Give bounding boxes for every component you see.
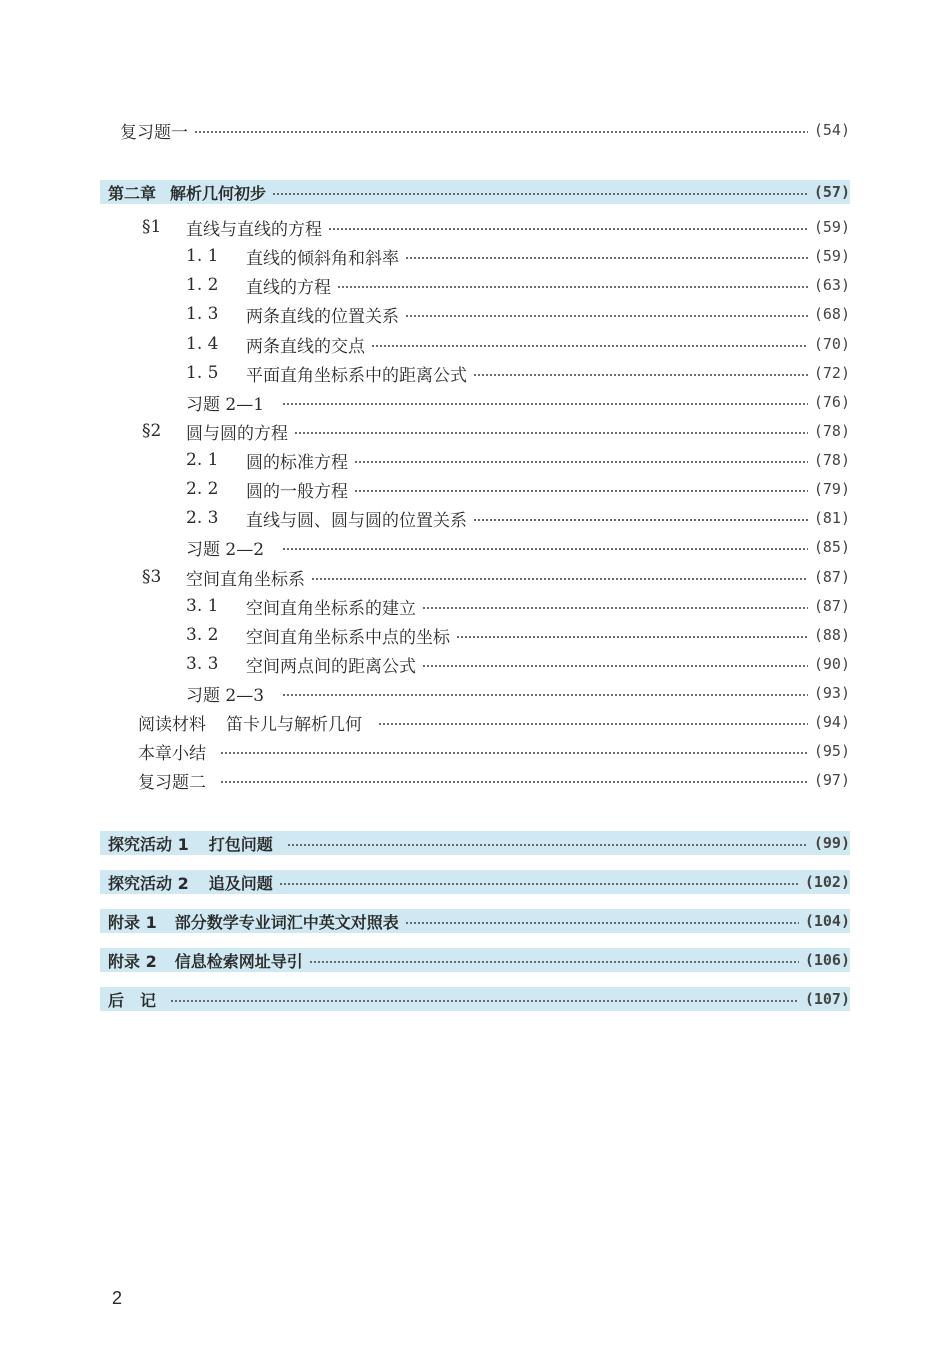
toc-section[interactable]	[142, 418, 850, 444]
toc-page: (106)	[804, 951, 850, 969]
toc-page: (70)	[813, 335, 850, 353]
chapter-number: 第二章	[108, 183, 157, 203]
dot-leader	[371, 345, 808, 347]
dot-leader	[194, 131, 808, 133]
toc-label: 圆的一般方程	[246, 481, 348, 502]
reading-prefix: 阅读材料	[138, 714, 206, 735]
dot-leader	[405, 922, 799, 924]
toc-label: 空间两点间的距离公式	[246, 656, 416, 677]
dot-leader	[456, 636, 808, 638]
toc-page: (79)	[813, 480, 850, 498]
dot-leader	[473, 519, 808, 521]
subsection-number: 1. 3	[186, 304, 219, 324]
toc-subsection[interactable]	[186, 593, 850, 619]
toc-label: 打包问题	[208, 834, 273, 854]
toc-page: (102)	[804, 873, 850, 891]
subsection-number: 3. 1	[186, 596, 219, 616]
toc-exercise[interactable]	[186, 534, 850, 560]
subsection-number: 3. 3	[186, 654, 219, 674]
toc-label: 空间直角坐标系中点的坐标	[246, 627, 450, 648]
toc-page: (87)	[813, 568, 850, 586]
dot-leader	[282, 694, 808, 696]
page-number: 2	[112, 1288, 123, 1308]
section-number: §3	[142, 567, 162, 587]
toc-section[interactable]	[142, 564, 850, 590]
dot-leader	[287, 844, 808, 846]
dot-leader	[220, 781, 808, 783]
dot-leader	[422, 607, 808, 609]
dot-leader	[311, 578, 808, 580]
toc-page: (90)	[813, 655, 850, 673]
subsection-number: 1. 5	[186, 363, 219, 383]
subsection-number: 2. 3	[186, 508, 219, 528]
toc-label: 两条直线的交点	[246, 336, 365, 357]
dot-leader	[272, 193, 808, 195]
toc-page: (88)	[813, 626, 850, 644]
chapter-title: 解析几何初步	[170, 183, 267, 203]
toc-label: 空间直角坐标系	[186, 569, 305, 590]
toc-label: 信息检索网址导引	[174, 951, 303, 971]
toc-page: (78)	[813, 451, 850, 469]
toc-label: 空间直角坐标系的建立	[246, 598, 416, 619]
toc-entry[interactable]	[138, 738, 850, 764]
toc-label: 圆的标准方程	[246, 452, 348, 473]
section-number: §2	[142, 421, 162, 441]
toc-subsection[interactable]	[186, 301, 850, 327]
subsection-number: 2. 2	[186, 479, 219, 499]
toc-page: (78)	[813, 422, 850, 440]
toc-exercise[interactable]	[186, 680, 850, 706]
toc-appendix[interactable]	[108, 947, 850, 973]
appendix-number: 附录 1	[108, 912, 157, 932]
dot-leader	[354, 490, 808, 492]
subsection-number: 1. 1	[186, 246, 219, 266]
toc-subsection[interactable]	[186, 476, 850, 502]
toc-label: 直线的方程	[246, 277, 331, 298]
toc-subsection[interactable]	[186, 331, 850, 357]
toc-page: (54)	[813, 121, 850, 139]
toc-page: (63)	[813, 276, 850, 294]
toc-entry[interactable]	[120, 117, 850, 143]
toc-page: (59)	[813, 218, 850, 236]
dot-leader	[294, 432, 808, 434]
dot-leader	[328, 228, 808, 230]
toc-subsection[interactable]	[186, 505, 850, 531]
section-number: §1	[142, 217, 162, 237]
toc-label: 追及问题	[208, 873, 273, 893]
toc-page: (94)	[813, 713, 850, 731]
dot-leader	[282, 403, 808, 405]
dot-leader	[378, 723, 808, 725]
toc-page: (57)	[813, 183, 850, 201]
dot-leader	[354, 461, 808, 463]
appendix-number: 附录 2	[108, 951, 157, 971]
toc-subsection[interactable]	[186, 447, 850, 473]
toc-entry[interactable]	[138, 767, 850, 793]
dot-leader	[170, 1000, 799, 1002]
toc-activity[interactable]	[108, 830, 850, 856]
toc-label: 两条直线的位置关系	[246, 306, 399, 327]
toc-subsection[interactable]	[186, 651, 850, 677]
toc-page: (99)	[813, 834, 850, 852]
toc-label: 复习题二	[138, 772, 206, 793]
toc-page: (104)	[804, 912, 850, 930]
toc-page: (93)	[813, 684, 850, 702]
toc-label: 直线与圆、圆与圆的位置关系	[246, 510, 467, 531]
toc-subsection[interactable]	[186, 272, 850, 298]
toc-page: (68)	[813, 305, 850, 323]
toc-label: 圆与圆的方程	[186, 423, 288, 444]
toc-page: (85)	[813, 538, 850, 556]
toc-label: 平面直角坐标系中的距离公式	[246, 365, 467, 386]
toc-page: (95)	[813, 742, 850, 760]
toc-label: 直线的倾斜角和斜率	[246, 248, 399, 269]
toc-label: 部分数学专业词汇中英文对照表	[174, 912, 399, 932]
toc-subsection[interactable]	[186, 243, 850, 269]
dot-leader	[282, 548, 808, 550]
dot-leader	[473, 374, 808, 376]
toc-section[interactable]	[142, 214, 850, 240]
dot-leader	[279, 883, 799, 885]
activity-number: 探究活动 2	[108, 873, 189, 893]
toc-reading[interactable]	[138, 709, 850, 735]
dot-leader	[309, 961, 799, 963]
dot-leader	[422, 665, 808, 667]
toc-label: 笛卡儿与解析几何	[226, 714, 362, 735]
chapter-heading[interactable]	[108, 179, 850, 205]
subsection-number: 1. 4	[186, 334, 219, 354]
toc-label: 后 记	[108, 990, 157, 1010]
toc-page: (107)	[804, 990, 850, 1008]
toc-appendix[interactable]	[108, 908, 850, 934]
dot-leader	[405, 257, 808, 259]
dot-leader	[405, 315, 808, 317]
toc-label: 本章小结	[138, 743, 206, 764]
toc-exercise[interactable]	[186, 389, 850, 415]
toc-page: (81)	[813, 509, 850, 527]
activity-number: 探究活动 1	[108, 834, 189, 854]
toc-label: 习题 2—3	[186, 685, 265, 706]
dot-leader	[337, 286, 808, 288]
subsection-number: 3. 2	[186, 625, 219, 645]
toc-label: 习题 2—1	[186, 394, 265, 415]
toc-page: (59)	[813, 247, 850, 265]
toc-afterword[interactable]	[108, 986, 850, 1012]
subsection-number: 1. 2	[186, 275, 219, 295]
toc-page: (87)	[813, 597, 850, 615]
toc-subsection[interactable]	[186, 622, 850, 648]
toc-page: (76)	[813, 393, 850, 411]
toc-activity[interactable]	[108, 869, 850, 895]
dot-leader	[220, 752, 808, 754]
toc-label: 习题 2—2	[186, 539, 265, 560]
toc-page: (97)	[813, 771, 850, 789]
toc-page: (72)	[813, 364, 850, 382]
subsection-number: 2. 1	[186, 450, 219, 470]
toc-label: 复习题一	[120, 122, 188, 143]
toc-label: 直线与直线的方程	[186, 219, 322, 240]
toc-subsection[interactable]	[186, 360, 850, 386]
